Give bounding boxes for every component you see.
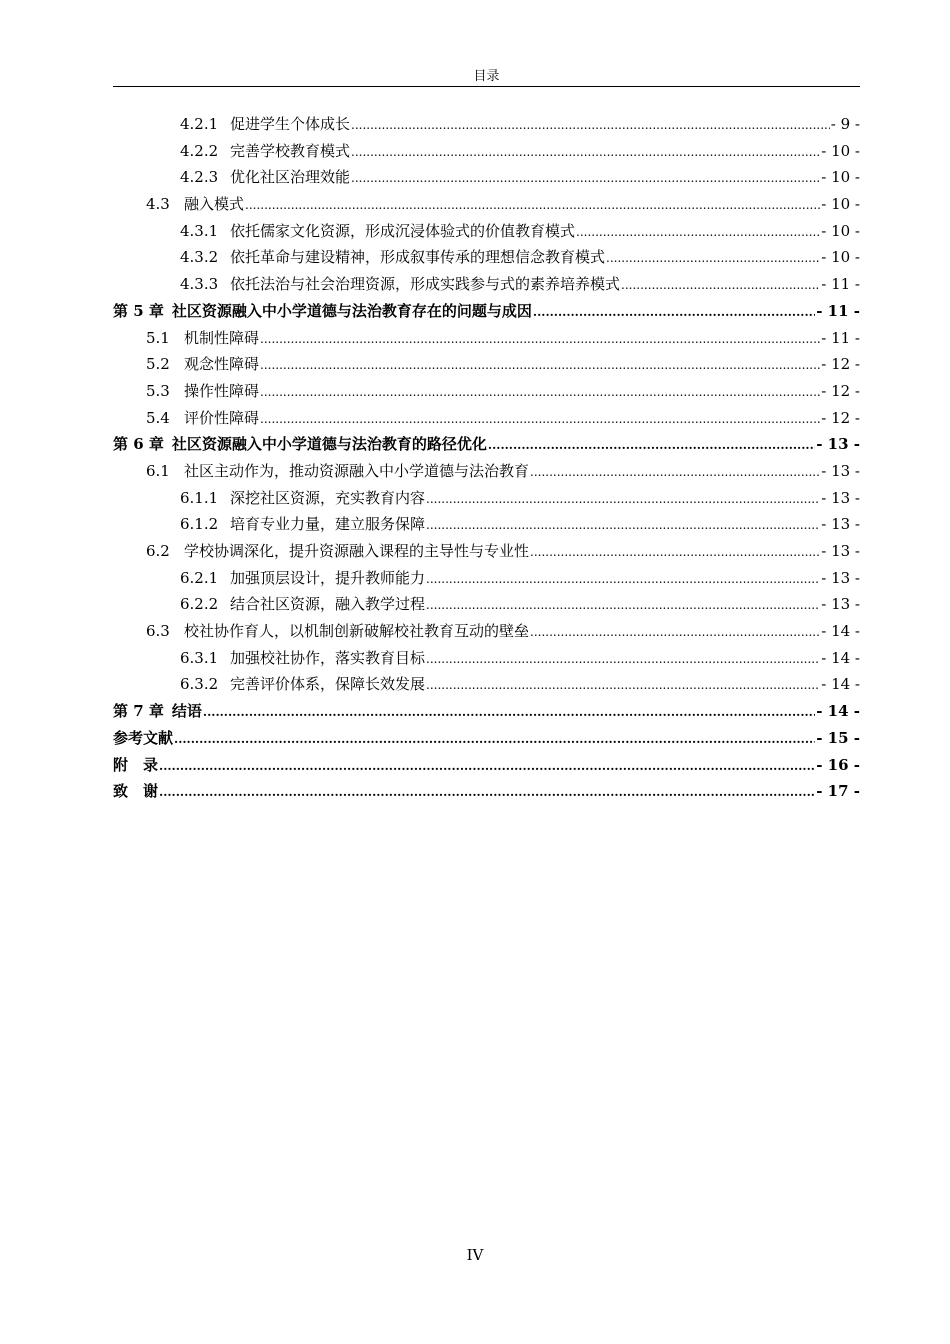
toc-entry[interactable] [113,645,860,672]
toc-entry-title: 社区资源融入中小学道德与法治教育存在的问题与成因 [171,301,532,320]
toc-entry-number: 5.4 [146,408,170,427]
toc-entry[interactable] [113,405,860,432]
toc-entry-title: 社区主动作为，推动资源融入中小学道德与法治教育 [184,461,530,480]
toc-entry-page: - 14 - [821,648,860,667]
toc-entry[interactable] [113,565,860,592]
toc-entry-page: - 14 - [821,622,860,641]
toc-entry-title: 评价性障碍 [184,408,260,427]
toc-entry-title: 完善评价体系，保障长效发展 [230,675,426,694]
toc-entry-title: 结合社区资源，融入教学过程 [230,595,426,614]
page-header [113,68,860,87]
toc-entry-number: 第 5 章 [113,301,164,320]
toc-dot-leader [351,112,830,139]
header-title: 目录 [473,69,500,84]
toc-entry[interactable] [113,138,860,165]
toc-entry[interactable] [113,164,860,191]
toc-entry-page: - 10 - [821,248,860,267]
toc-dot-leader [426,566,820,593]
page-footer [0,1245,950,1265]
toc-entry-number: 6.3.2 [180,675,219,694]
toc-dot-leader [260,352,820,379]
toc-entry-page: - 9 - [830,115,860,133]
toc-dot-leader [260,406,820,433]
toc-dot-leader [426,486,820,513]
toc-entry-number: 6.3.1 [180,648,219,667]
toc-entry-title: 依托革命与建设精神，形成叙事传承的理想信念教育模式 [230,248,606,267]
toc-dot-leader [174,726,815,753]
toc-entry-page: - 10 - [821,141,860,160]
toc-entry[interactable] [113,698,860,725]
toc-entry-page: - 13 - [821,461,860,480]
toc-entry-title: 社区资源融入中小学道德与法治教育的路径优化 [171,435,487,454]
toc-entry[interactable] [113,778,860,805]
toc-dot-leader [260,326,820,353]
toc-entry[interactable] [113,298,860,325]
toc-dot-leader [260,379,820,406]
toc-entry[interactable] [113,351,860,378]
toc-entry-title: 优化社区治理效能 [230,168,351,187]
toc-entry-number: 6.2 [146,542,170,560]
toc-dot-leader [426,512,820,539]
toc-entry[interactable] [113,325,860,352]
page-number: IV [466,1246,484,1264]
toc-entry[interactable] [113,378,860,405]
toc-entry[interactable] [113,538,860,565]
toc-dot-leader [351,139,820,166]
toc-dot-leader [606,245,820,272]
toc-entry-number: 4.3.2 [180,248,219,267]
toc-dot-leader [488,432,815,459]
toc-entry-page: - 12 - [821,355,860,374]
toc-entry[interactable] [113,485,860,512]
toc-dot-leader [530,459,820,486]
toc-entry-page: - 10 - [821,195,860,214]
toc-entry[interactable] [113,618,860,645]
toc-dot-leader [533,299,815,326]
toc-entry[interactable] [113,271,860,298]
toc-entry-title: 学校协调深化，提升资源融入课程的主导性与专业性 [184,542,530,560]
toc-entry[interactable] [113,431,860,458]
table-of-contents [113,111,860,805]
toc-dot-leader [426,592,820,619]
toc-entry[interactable] [113,191,860,218]
toc-entry-number: 5.2 [146,355,170,374]
toc-entry-number: 4.3.3 [180,275,219,294]
toc-entry-number: 4.3 [146,195,170,214]
toc-entry-number: 5.1 [146,328,170,347]
toc-entry-title: 依托儒家文化资源，形成沉浸体验式的价值教育模式 [230,221,576,240]
toc-entry[interactable] [113,244,860,271]
toc-entry-title: 促进学生个体成长 [230,115,351,133]
toc-entry-number: 6.1 [146,461,170,480]
toc-entry-title: 结语 [171,702,202,721]
toc-entry-page: - 13 - [821,542,860,560]
toc-dot-leader [530,619,820,646]
toc-dot-leader [426,646,820,673]
toc-dot-leader [245,192,820,219]
toc-dot-leader [576,219,820,246]
toc-entry-page: - 14 - [816,702,860,721]
toc-entry-number: 6.1.1 [180,488,219,507]
toc-entry[interactable] [113,671,860,698]
toc-entry[interactable] [113,511,860,538]
toc-entry-page: - 17 - [816,782,860,801]
toc-entry-number: 4.2.2 [180,141,219,160]
toc-entry-title: 校社协作育人，以机制创新破解校社教育互动的壁垒 [184,622,530,641]
toc-entry[interactable] [113,218,860,245]
toc-entry-title: 致 谢 [113,782,159,801]
toc-entry-page: - 12 - [821,381,860,400]
toc-dot-leader [530,539,820,566]
toc-entry-page: - 15 - [816,728,860,747]
toc-entry-page: - 10 - [821,221,860,240]
toc-dot-leader [159,779,815,806]
toc-entry-page: - 10 - [821,168,860,187]
toc-entry-title: 深挖社区资源，充实教育内容 [230,488,426,507]
toc-entry-title: 操作性障碍 [184,381,260,400]
toc-entry-page: - 13 - [821,595,860,614]
toc-entry-number: 4.2.3 [180,168,219,187]
toc-entry-page: - 13 - [821,568,860,587]
toc-entry-number: 6.2.1 [180,568,219,587]
toc-entry-number: 第 7 章 [113,702,164,721]
toc-entry-page: - 13 - [821,515,860,534]
toc-dot-leader [621,272,820,299]
toc-entry-page: - 11 - [821,275,860,294]
toc-entry-page: - 14 - [821,675,860,694]
toc-entry[interactable] [113,725,860,752]
toc-entry-number: 6.1.2 [180,515,219,534]
toc-entry[interactable] [113,752,860,779]
toc-entry-title: 机制性障碍 [184,328,260,347]
toc-dot-leader [159,753,815,780]
toc-entry-title: 完善学校教育模式 [230,141,351,160]
toc-entry-title: 参考文献 [113,728,174,747]
toc-entry-page: - 16 - [816,755,860,774]
toc-dot-leader [426,672,820,699]
toc-entry-number: 5.3 [146,381,170,400]
toc-entry-page: - 12 - [821,408,860,427]
toc-entry-number: 4.2.1 [180,115,219,133]
toc-entry[interactable] [113,591,860,618]
toc-entry-page: - 13 - [821,488,860,507]
toc-entry-title: 培育专业力量，建立服务保障 [230,515,426,534]
toc-entry-title: 观念性障碍 [184,355,260,374]
toc-dot-leader [203,699,815,726]
toc-entry-page: - 13 - [816,435,860,454]
toc-entry-title: 加强校社协作，落实教育目标 [230,648,426,667]
toc-entry-page: - 11 - [816,301,860,320]
toc-entry-title: 加强顶层设计，提升教师能力 [230,568,426,587]
toc-dot-leader [351,165,820,192]
toc-entry-number: 6.2.2 [180,595,219,614]
toc-entry-title: 融入模式 [184,195,245,214]
toc-entry-page: - 11 - [821,328,860,347]
toc-entry[interactable] [113,111,860,138]
toc-entry-number: 6.3 [146,622,170,641]
toc-entry-number: 4.3.1 [180,221,219,240]
toc-entry-title: 附 录 [113,755,159,774]
toc-entry-title: 依托法治与社会治理资源，形成实践参与式的素养培养模式 [230,275,621,294]
toc-entry[interactable] [113,458,860,485]
toc-entry-number: 第 6 章 [113,435,164,454]
